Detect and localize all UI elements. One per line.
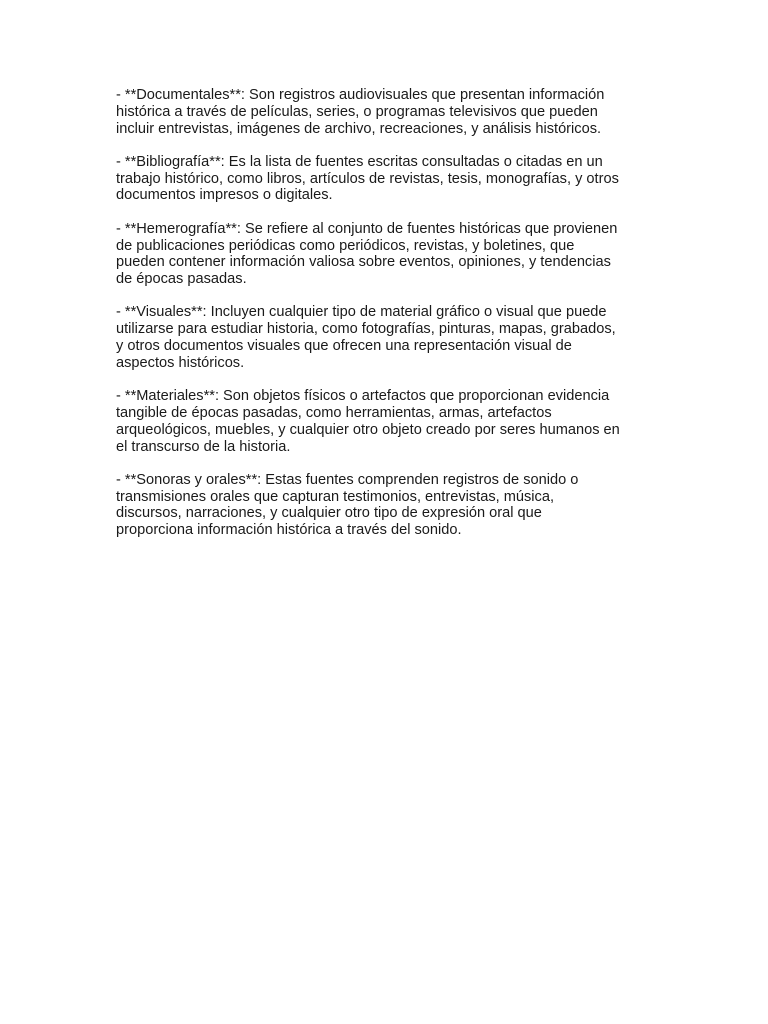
text-line: incluir entrevistas, imágenes de archivo, recreaciones, y análisis históricos. bbox=[116, 120, 602, 137]
text-line: el transcurso de la historia. bbox=[116, 438, 291, 455]
text-line: - **Sonoras y orales**: Estas fuentes comprenden registros de sonido o bbox=[116, 471, 579, 488]
paragraph-sonoras-y-orales bbox=[116, 472, 656, 539]
text-line: tangible de épocas pasadas, como herramientas, armas, artefactos bbox=[116, 404, 552, 421]
text-line: documentos impresos o digitales. bbox=[116, 187, 333, 204]
text-line: discursos, narraciones, y cualquier otro tipo de expresión oral que bbox=[116, 505, 542, 522]
paragraph-documentales bbox=[116, 87, 656, 137]
text-line: - **Hemerografía**: Se refiere al conjunto de fuentes históricas que provienen bbox=[116, 220, 618, 237]
text-line: - **Bibliografía**: Es la lista de fuentes escritas consultadas o citadas en un bbox=[116, 153, 603, 170]
text-line: de publicaciones periódicas como periódicos, revistas, y boletines, que bbox=[116, 237, 575, 254]
text-line: - **Documentales**: Son registros audiovisuales que presentan información bbox=[116, 87, 605, 103]
text-line: y otros documentos visuales que ofrecen una representación visual de bbox=[116, 338, 572, 355]
text-line: aspectos históricos. bbox=[116, 354, 245, 371]
paragraph-bibliografia bbox=[116, 154, 656, 204]
document-body bbox=[116, 87, 656, 556]
text-line: transmisiones orales que capturan testimonios, entrevistas, música, bbox=[116, 488, 555, 505]
paragraph-visuales bbox=[116, 304, 656, 371]
paragraph-materiales bbox=[116, 388, 656, 455]
text-line: arqueológicos, muebles, y cualquier otro objeto creado por seres humanos en bbox=[116, 421, 620, 438]
text-line: - **Materiales**: Son objetos físicos o artefactos que proporcionan evidencia bbox=[116, 388, 610, 405]
text-line: utilizarse para estudiar historia, como fotografías, pinturas, mapas, grabados, bbox=[116, 321, 616, 338]
text-line: - **Visuales**: Incluyen cualquier tipo de material gráfico o visual que puede bbox=[116, 304, 607, 321]
text-line: proporciona información histórica a través del sonido. bbox=[116, 522, 462, 539]
paragraph-hemerografia bbox=[116, 221, 656, 288]
text-line: histórica a través de películas, series, o programas televisivos que pueden bbox=[116, 103, 598, 120]
text-line: pueden contener información valiosa sobre eventos, opiniones, y tendencias bbox=[116, 254, 611, 271]
text-line: trabajo histórico, como libros, artículos de revistas, tesis, monografías, y otros bbox=[116, 170, 619, 187]
text-line: de épocas pasadas. bbox=[116, 271, 247, 288]
